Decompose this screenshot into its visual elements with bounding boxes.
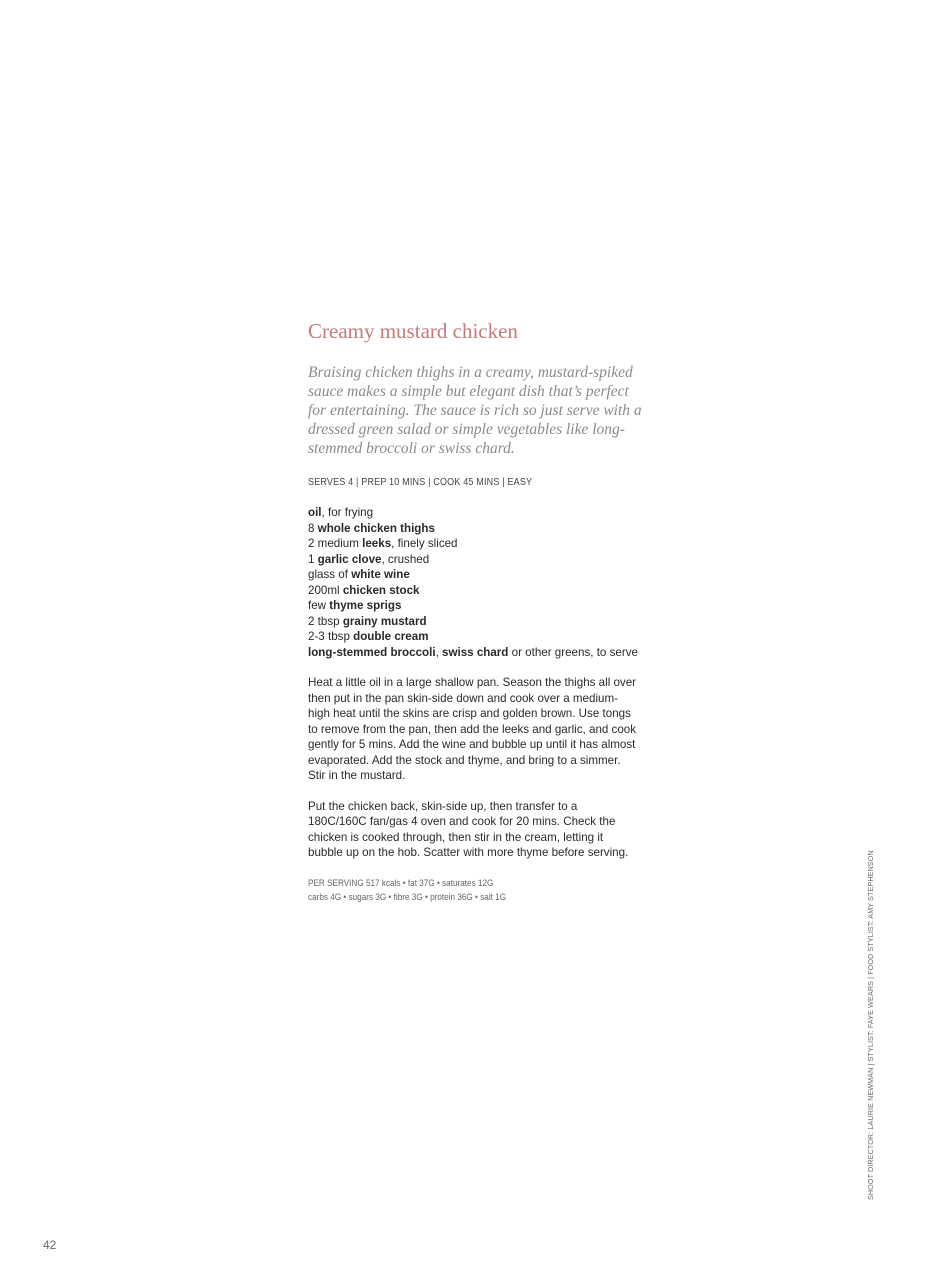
method-step: Heat a little oil in a large shallow pan. Season the thighs all over then put in the pan skin-side down and cook over a medium-high heat until the skins are crisp and golden brown. Use tongs to remove from the pan, then add the leeks and garlic, and cook gently for 5 mins. Add the wine and bubble up until it has almost evaporated. Add the stock and thyme, and bring to a simmer. Stir in the mustard. <box>308 676 637 782</box>
ingredient-item: 8 whole chicken thighs <box>308 521 435 535</box>
recipe-block <box>308 318 648 905</box>
ingredient-item: oil, for frying <box>308 506 374 519</box>
ingredient-item: 2 medium leeks, finely sliced <box>308 537 458 550</box>
ingredient-item: 2 tbsp grainy mustard <box>308 614 427 628</box>
photo-credits: SHOOT DIRECTOR: LAURIE NEWMAN | STYLIST: FAYE WEARS | FOOD STYLIST: AMY STEPHENSON <box>866 850 875 1200</box>
ingredient-item: 200ml chicken stock <box>308 583 420 597</box>
ingredient-item: 2-3 tbsp double cream <box>308 630 429 643</box>
ingredient-item: 1 garlic clove, crushed <box>308 552 430 566</box>
recipe-title: Creamy mustard chicken <box>308 319 518 343</box>
method-step: Put the chicken back, skin-side up, then transfer to a 180C/160C fan/gas 4 oven and cook for 20 mins. Check the chicken is cooked through, then stir in the cream, letting it bubble up on the hob. Scatter with more thyme before serving. <box>308 799 629 859</box>
page-number: 42 <box>43 1238 57 1252</box>
recipe-intro: Braising chicken thighs in a creamy, mustard-spiked sauce makes a simple but elegant dish that’s perfect for entertaining. The sauce is rich so just serve with a dressed green salad or simple vegetables like long-stemmed broccoli or swiss chard. <box>308 364 642 457</box>
recipe-meta: SERVES 4 | PREP 10 MINS | COOK 45 MINS | EASY <box>308 476 533 488</box>
ingredient-item: long-stemmed broccoli, swiss chard or other greens, to serve <box>308 645 638 659</box>
ingredient-list <box>308 505 648 660</box>
method-section <box>308 675 648 861</box>
nutrition-line: PER SERVING 517 kcals • fat 37G • saturates 12G <box>308 877 494 889</box>
ingredient-item: glass of white wine <box>308 568 410 581</box>
nutrition-info <box>308 877 600 905</box>
ingredient-item: few thyme sprigs <box>308 599 402 612</box>
nutrition-line: carbs 4G • sugars 3G • fibre 3G • protein 36G • salt 1G <box>308 891 507 903</box>
